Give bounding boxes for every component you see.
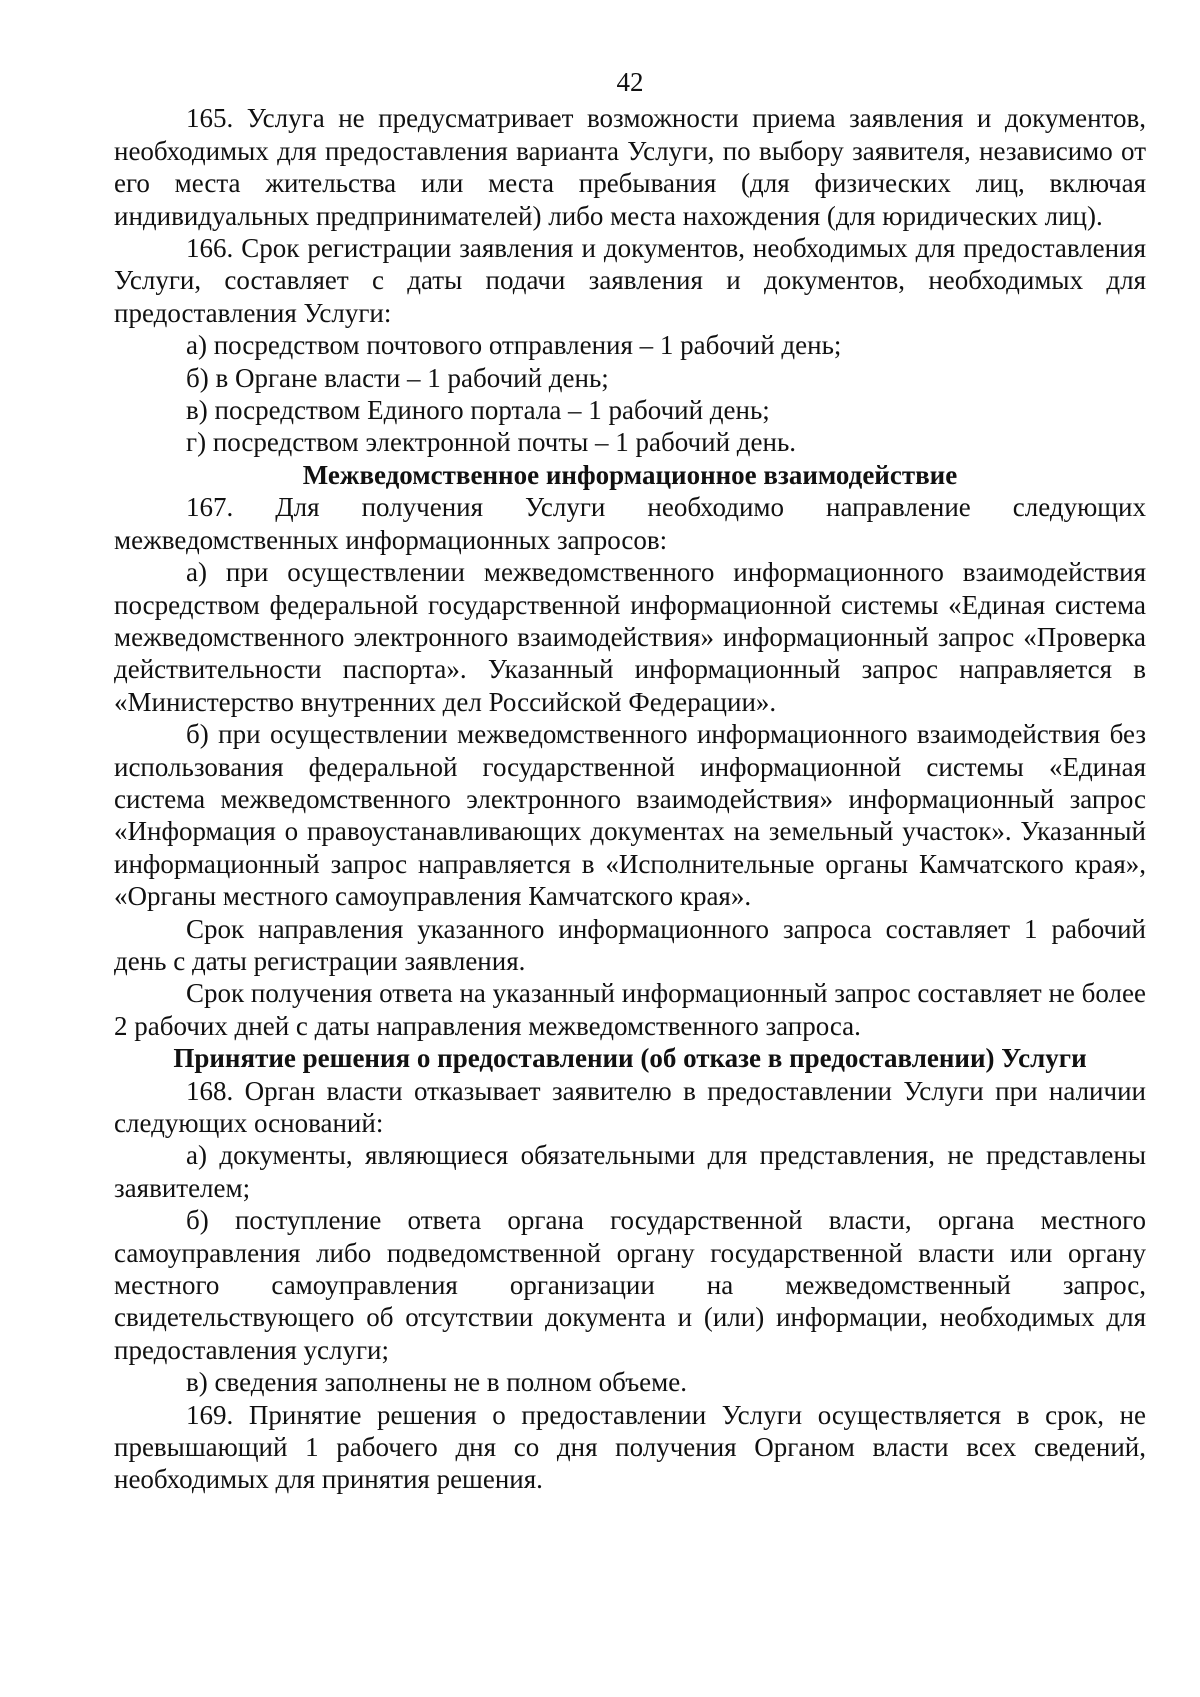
list-item-166-v: в) посредством Единого портала – 1 рабочий день; — [186, 395, 770, 426]
paragraph-168-a: а) документы, являющиеся обязательными для представления, не представлены заявителем; — [114, 1140, 1146, 1203]
paragraph-168-b: б) поступление ответа органа государственной власти, органа местного самоуправления либо подведомственной органу государственной власти или органу местного самоуправления организации на межведомственный запрос, свидетельствующего об отсутствии документа и (или) информации, необходимых для предоставления услуги; — [114, 1205, 1146, 1365]
section-heading-interagency: Межведомственное информационное взаимодействие — [302, 459, 958, 490]
list-item-166-b: б) в Органе власти – 1 рабочий день; — [186, 362, 609, 393]
document-page — [114, 66, 1146, 1496]
paragraph-165: 165. Услуга не предусматривает возможности приема заявления и документов, необходимых для предоставления варианта Услуги, по выбору заявителя, независимо от его места жительства или места пребывания (для физических лиц, включая индивидуальных предпринимателей) либо места нахождения (для юридических лиц). — [114, 103, 1146, 231]
paragraph-167-a: а) при осуществлении межведомственного информационного взаимодействия посредством федеральной государственной информационной системы «Единая система межведомственного электронного взаимодействия» информационный запрос «Проверка действительности паспорта». Указанный информационный запрос направляется в «Министерство внутренних дел Российской Федерации». — [114, 557, 1146, 717]
list-item-166-a: а) посредством почтового отправления – 1 рабочий день; — [186, 330, 842, 361]
list-item-168-v: в) сведения заполнены не в полном объеме. — [186, 1367, 687, 1398]
list-item-166-g: г) посредством электронной почты – 1 рабочий день. — [186, 427, 797, 458]
paragraph-167-b: б) при осуществлении межведомственного информационного взаимодействия без использования федеральной государственной информационной системы «Единая система межведомственного электронного взаимодействия» информационный запрос «Информация о правоустанавливающих документах на земельный участок». Указанный информационный запрос направляется в «Исполнительные органы Камчатского края», «Органы местного самоуправления Камчатского края». — [114, 719, 1146, 912]
paragraph-168: 168. Орган власти отказывает заявителю в предоставлении Услуги при наличии следующих оснований: — [114, 1075, 1146, 1138]
section-heading-decision: Принятие решения о предоставлении (об отказе в предоставлении) Услуги — [173, 1043, 1087, 1074]
paragraph-response-term: Срок получения ответа на указанный информационный запрос составляет не более 2 рабочих дней с даты направления межведомственного запроса. — [114, 978, 1146, 1041]
paragraph-request-term: Срок направления указанного информационного запроса составляет 1 рабочий день с даты регистрации заявления. — [114, 913, 1146, 976]
page-number: 42 — [616, 67, 644, 97]
paragraph-166: 166. Срок регистрации заявления и документов, необходимых для предоставления Услуги, составляет с даты подачи заявления и документов, необходимых для предоставления Услуги: — [114, 233, 1146, 328]
paragraph-169: 169. Принятие решения о предоставлении Услуги осуществляется в срок, не превышающий 1 рабочего дня со дня получения Органом власти всех сведений, необходимых для принятия решения. — [114, 1399, 1146, 1495]
paragraph-167: 167. Для получения Услуги необходимо направление следующих межведомственных информационных запросов: — [114, 492, 1146, 555]
